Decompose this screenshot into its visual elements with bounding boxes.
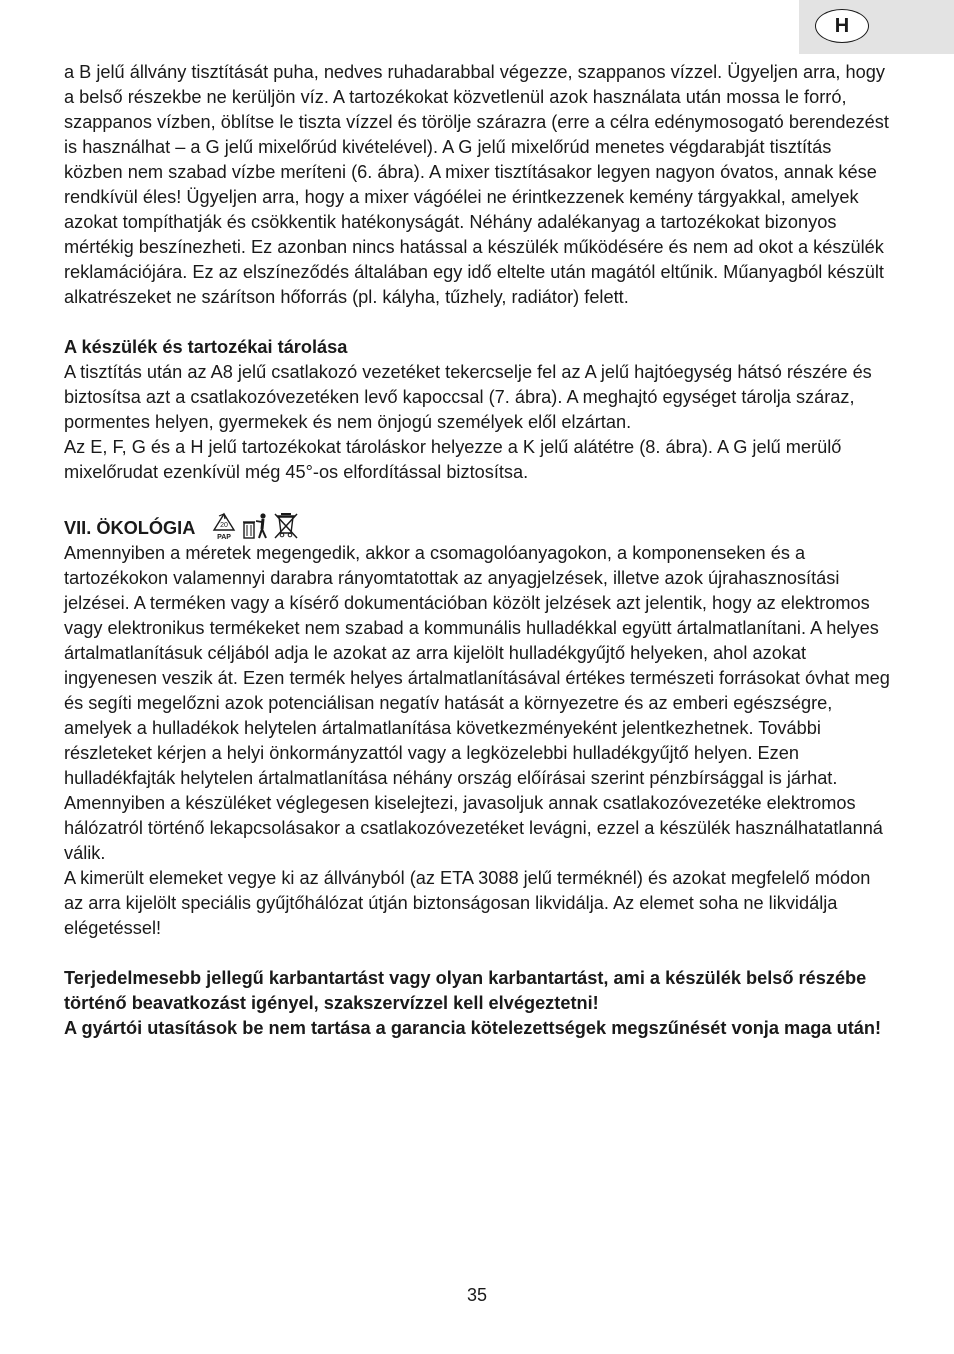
language-tab	[799, 0, 954, 54]
ecology-paragraph-3: A kimerült elemeket vegye ki az állványból (az ETA 3088 jelű terméknél) és azokat megfelelő módon az arra kijelölt speciális gyűjtőhálózat útján biztonságosan likvidálja. Az elemet soha ne likvidálja elégetéssel!	[64, 868, 871, 938]
storage-paragraph-2: Az E, F, G és a H jelű tartozékokat tároláskor helyezze a K jelű alátétre (8. ábra). A G jelű merülő mixelőrudat ezenkívül még 45°-os elfordítással biztosítsa.	[64, 437, 842, 482]
recycling-code-text: PAP	[217, 534, 232, 541]
page-number: 35	[466, 1285, 488, 1305]
ecology-heading-row	[64, 510, 894, 541]
cleaning-paragraph: a B jelű állvány tisztítását puha, nedves ruhadarabbal végezze, szappanos vízzel. Ügyeljen arra, hogy a belső részekbe ne kerüljön víz. A tartozékokat közvetlenül azok használata után mossa le forró, szappanos vízben, öblítse le tiszta vízzel és törölje szárazra (erre a célra edénymosogató berendezést is használhat – a G jelű mixelőrúd kivételével). A G jelű mixelőrúd menetes végdarabját tisztítás közben nem szabad vízbe meríteni (6. ábra). A mixer tisztításakor legyen nagyon óvatos, annak kése rendkívül éles! Ügyeljen arra, hogy a mixer vágóélei ne érintkezzenek kemény tárgyakkal, amelyek azokat tompíthatják és csökkentik hatékonyságát. Néhány adalékanyag a tartozékokat bizonyos mértékig beszínezheti. Ez azonban nincs hatással a készülék működésére és nem ad okot a készülék reklamációjára. Ez az elszíneződés általában egy idő eltelte után magától eltűnik. Műanyagból készült alkatrészeket ne szárítson hőforrás (pl. kályha, tűzhely, radiátor) felett.	[64, 62, 889, 307]
ecology-paragraph-2: Amennyiben a készüléket véglegesen kiselejtezi, javasoljuk annak csatlakozóvezetéke elektromos hálózatról történő lekapcsolásakor a csatlakozóvezetéket levágni, ezzel a készülék használhatatlanná válik.	[64, 793, 883, 863]
ecology-heading: VII. ÖKOLÓGIA	[64, 518, 196, 538]
ecology-icons	[209, 511, 301, 541]
recycling-paper-icon	[209, 511, 239, 541]
language-badge: H	[815, 9, 869, 43]
maintenance-warning: Terjedelmesebb jellegű karbantartást vagy olyan karbantartást, ami a készülék belső részébe történő beavatkozást igényel, szakszervízzel kell elvégeztetni!	[64, 968, 867, 1013]
ecology-paragraph-1: Amennyiben a méretek megengedik, akkor a csomagolóanyagokon, a komponenseken és a tartozékokon valamennyi darabra rányomtatottak az anyagjelzések, illetve azok újrahasznosítási jelzései. A terméken vagy a kísérő dokumentációban közölt jelzések azt jelentik, hogy az elektromos vagy elektronikus termékeket nem szabad a kommunális hulladékkal együtt ártalmatlanítani. A helyes ártalmatlanításuk céljából adja le azokat az arra kijelölt hulladékgyűjtő helyeken, ahol azokat ingyenesen veszik át. Ezen termék helyes ártalmatlanításával értékes természeti forrásokat óvhat meg és segíti megelőzni azok potenciálisan negatív hatását a környezetre és az emberi egészségre, amelyek a hulladékok helytelen ártalmatlanítása következményeként jelentkezhetnek. További részleteket kérjen a helyi önkormányzattól vagy a legközelebbi hulladékgyűjtő helyen. Ezen hulladékfajták helytelen ártalmatlanítása néhány ország előírásai szerint pénzbírsággal is járhat.	[64, 543, 890, 788]
tidy-man-bin-icon	[241, 511, 271, 541]
warranty-warning: A gyártói utasítások be nem tartása a garancia kötelezettségek megszűnését vonja maga után!	[64, 1018, 882, 1038]
storage-paragraph-1: A tisztítás után az A8 jelű csatlakozó vezetéket tekercselje fel az A jelű hajtóegység hátsó részére és biztosítsa azt a csatlakozóvezetéken levő kapoccsal (7. ábra). A meghajtó egységet tárolja száraz, pormentes helyen, gyermekek és nem önjogú személyek elől elzártan.	[64, 362, 872, 432]
storage-heading: A készülék és tartozékai tárolása	[64, 337, 348, 357]
crossed-out-bin-icon	[273, 511, 301, 541]
recycling-code-number: 20	[220, 522, 229, 529]
page-content	[64, 60, 894, 1041]
